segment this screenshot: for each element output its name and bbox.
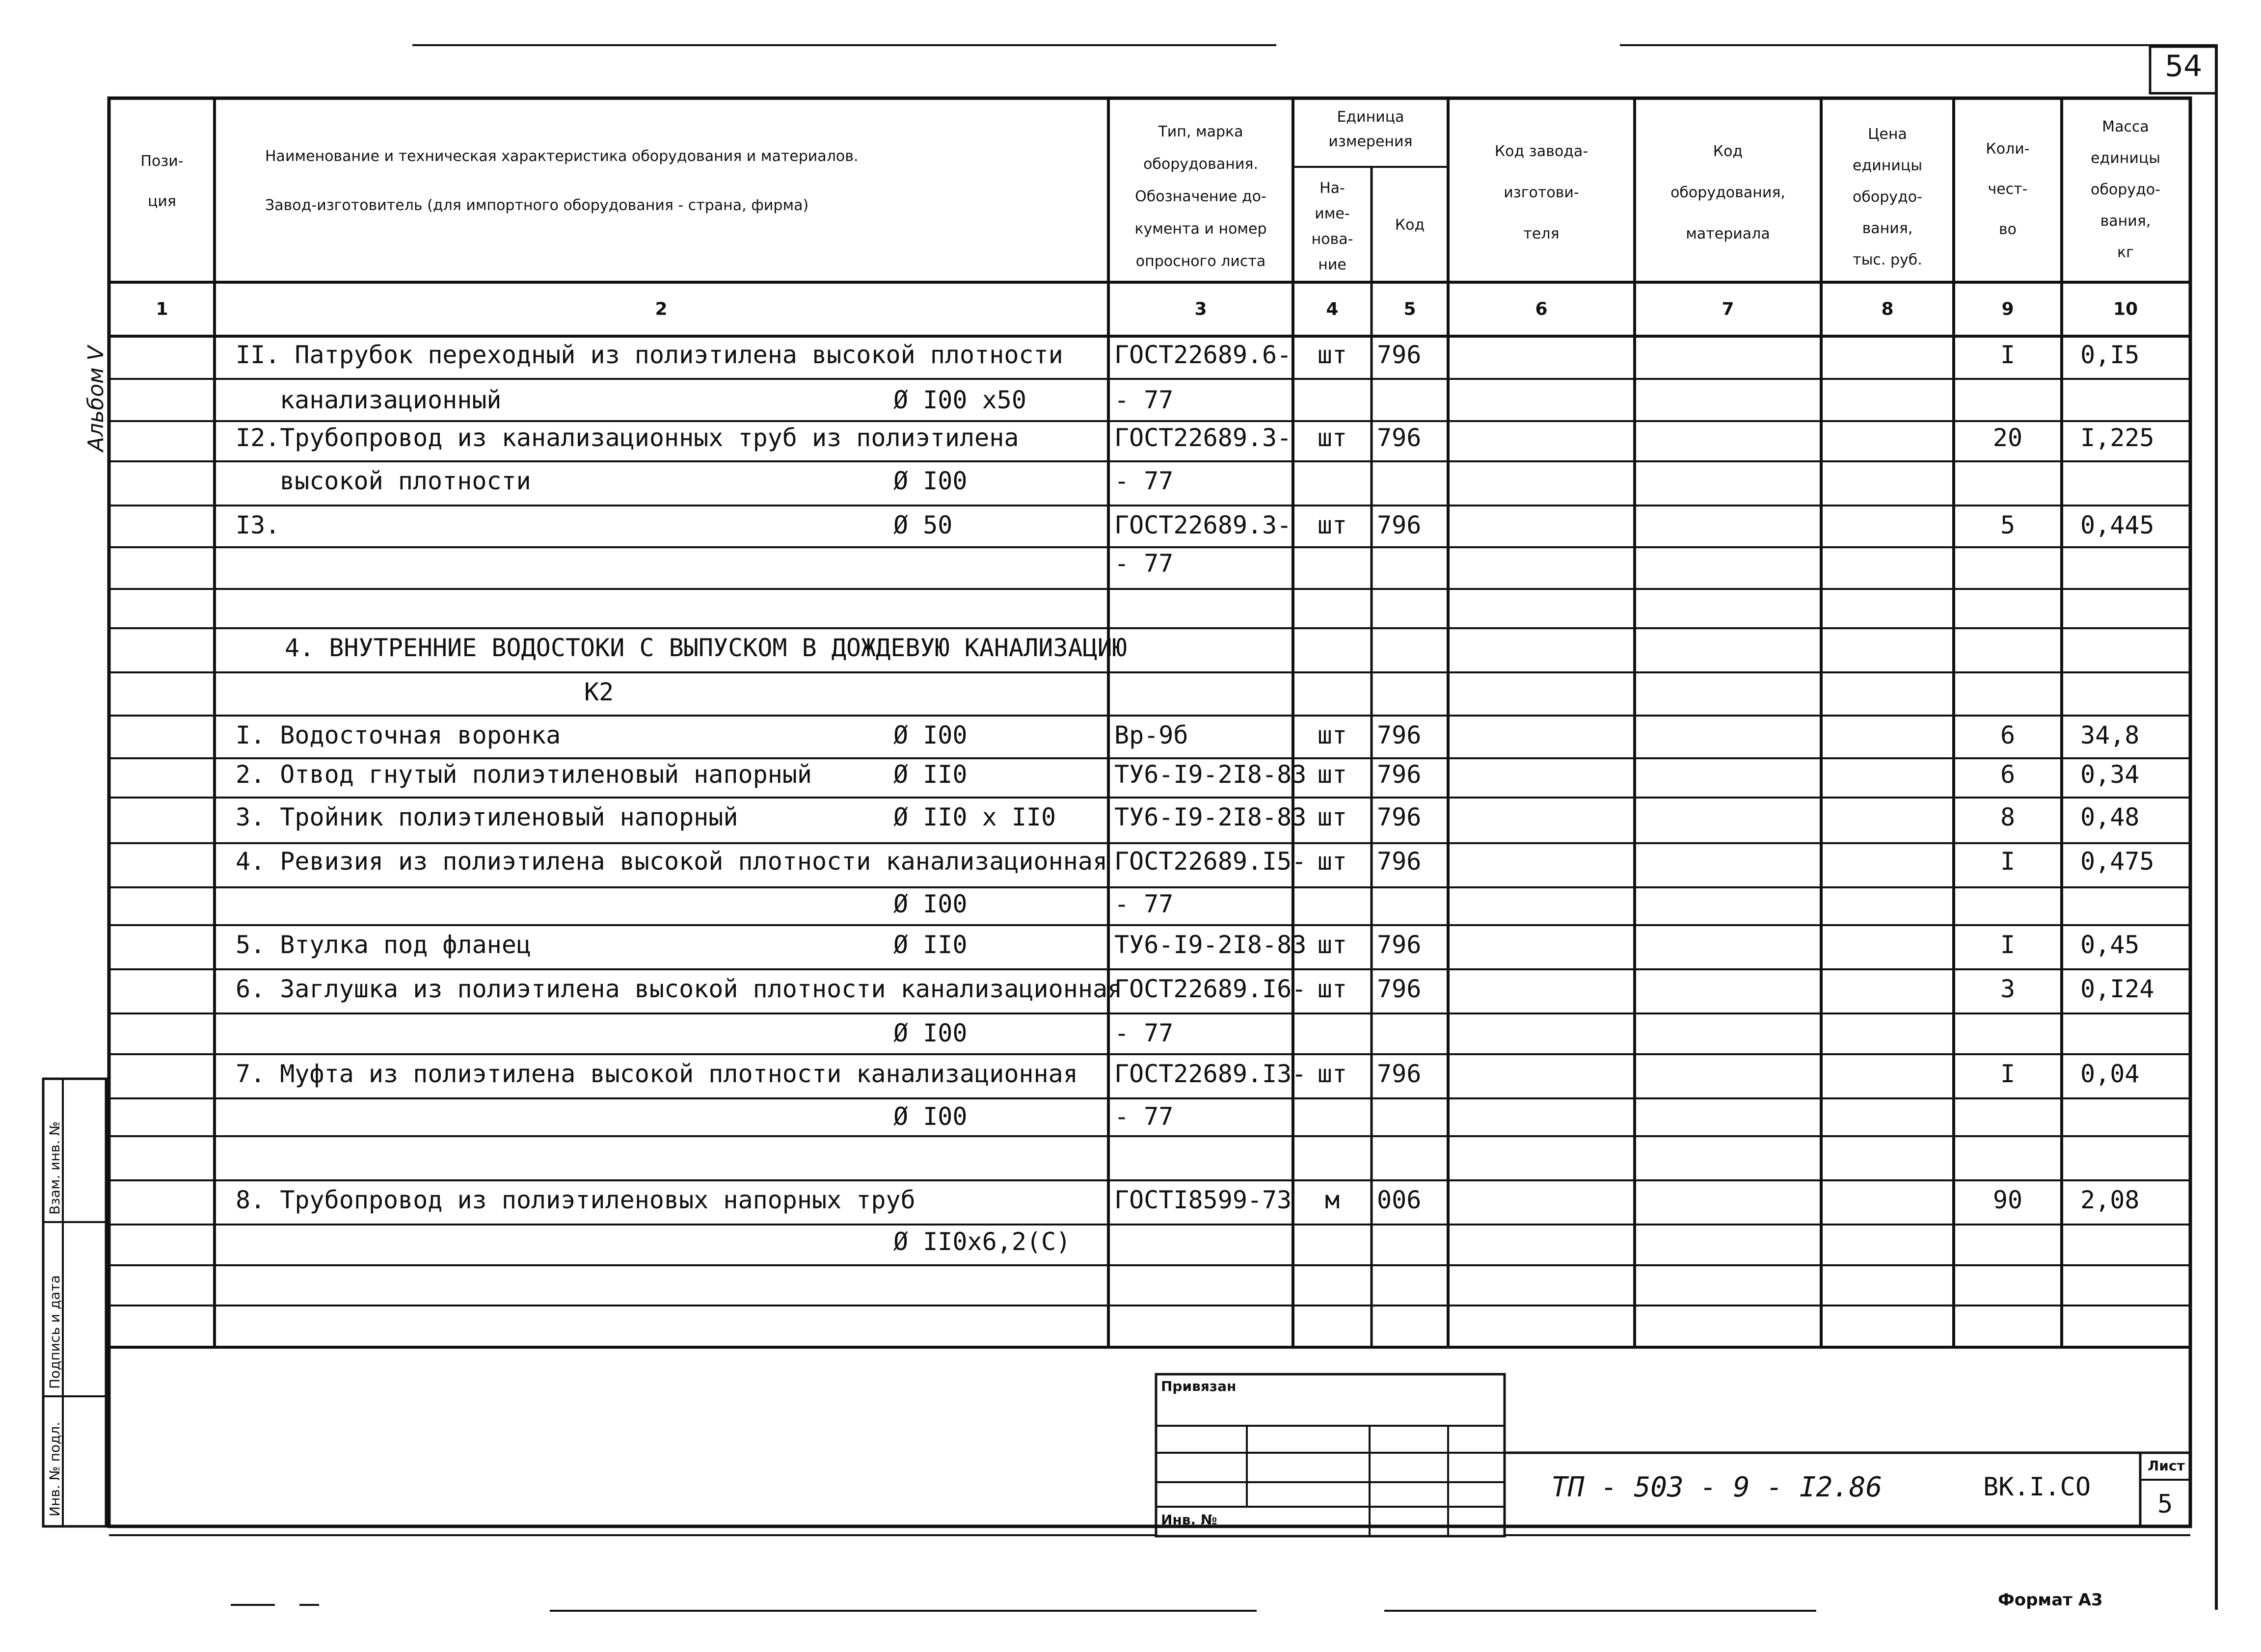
header-mass-line: Масса [2102,118,2149,135]
row-quantity: 90 [1992,1186,2023,1214]
row-quantity: 6 [2000,760,2016,789]
row-unit: шт [1317,511,1347,539]
row-name: канализационный [280,386,502,414]
row-type: ГОСТ22689.I6- [1114,975,1307,1003]
row-diameter: Ø II0 [893,760,968,789]
row-quantity: I [2000,1060,2016,1088]
row-mass: 0,45 [2080,931,2140,959]
header-type-line: опросного листа [1135,253,1266,270]
header-unit-name-line: нова- [1311,231,1353,248]
row-mass: 2,08 [2080,1186,2140,1214]
column-number-5: 5 [1403,299,1416,320]
row-diameter: Ø I00 [893,721,968,749]
row-diameter: Ø 50 [893,511,953,539]
header-name-line: Наименование и техническая характеристика оборудования и материалов. [265,148,859,165]
header-unit-name-line: ние [1318,256,1346,273]
row-unit: шт [1317,721,1347,749]
header-type-line: Тип, марка [1158,123,1243,140]
header-price-line: тыс. руб. [1853,251,1922,268]
row-name: I2.Трубопровод из канализационных труб из полиэтилена [236,424,1019,452]
header-unit-group-line: Единица [1337,108,1404,126]
row-type: ГОСТ22689.6- [1114,341,1292,369]
row-name: I. Водосточная воронка [236,721,561,749]
row-name: 3. Тройник полиэтиленовый напорный [236,803,738,831]
row-unit-code: 796 [1377,975,1422,1003]
row-unit-code: 796 [1377,424,1422,452]
header-factory-code-line: изготови- [1504,184,1579,201]
row-diameter: Ø II0x6,2(С) [893,1227,1071,1256]
row-type: ГОСТ22689.I3- [1114,1060,1307,1088]
row-mass: 0,I5 [2080,341,2140,369]
row-type: ГОСТ22689.I5- [1114,847,1307,876]
header-position-line: Пози- [140,153,184,170]
header-price-line: оборудо- [1853,188,1922,206]
row-unit: шт [1317,1060,1347,1088]
row-mass: I,225 [2080,424,2154,452]
row-diameter: Ø II0 [893,931,968,959]
column-number-1: 1 [156,299,168,320]
row-mass: 0,475 [2080,847,2154,876]
column-number-4: 4 [1326,299,1339,320]
row-diameter: Ø I00 [893,467,968,495]
header-mass-line: оборудо- [2091,181,2160,198]
row-name: К2 [584,678,614,706]
row-diameter: Ø I00 [893,890,968,918]
row-type: Вр-9б [1114,721,1188,749]
row-quantity: 20 [1992,424,2023,452]
document-code: ТП - 503 - 9 - I2.86 [1551,1471,1883,1503]
side-stamp-inv-label: Инв. № подл. [47,1421,63,1517]
header-position-line: ция [148,193,176,210]
row-name: 7. Муфта из полиэтилена высокой плотности канализационная [236,1060,1078,1088]
header-quantity-line: Коли- [1986,140,2030,158]
row-quantity: 5 [2000,511,2016,539]
row-unit: шт [1317,341,1347,369]
document-mark: ВК.I.СО [1983,1472,2091,1502]
header-quantity-line: во [1998,221,2017,238]
row-unit-code: 796 [1377,721,1422,749]
album-mark: Альбом V [83,346,108,452]
linked-label: Привязан [1161,1378,1237,1394]
header-type-line: кумента и номер [1134,220,1267,238]
row-name: I3. [236,511,280,539]
row-mass: 0,34 [2080,760,2140,789]
row-type: ТУ6-I9-2I8-83 [1114,803,1307,831]
row-type: - 77 [1114,1019,1174,1047]
row-unit: шт [1317,424,1347,452]
row-unit: шт [1317,847,1347,876]
header-mass-line: вания, [2100,213,2151,230]
sheet-label: Лист [2148,1458,2185,1474]
row-type: ТУ6-I9-2I8-83 [1114,760,1307,789]
header-type-line: оборудования. [1143,156,1258,173]
sheet-number: 5 [2157,1490,2173,1519]
row-type: ГОСТ22689.3- [1114,511,1292,539]
row-unit: шт [1317,803,1347,831]
row-diameter: Ø I00 [893,1102,968,1131]
row-mass: 0,I24 [2080,975,2154,1003]
row-name: 4. ВНУТРЕННИЕ ВОДОСТОКИ С ВЫПУСКОМ В ДОЖДЕВУЮ КАНАЛИЗАЦИЮ [285,634,1127,662]
row-mass: 0,445 [2080,511,2154,539]
row-unit-code: 796 [1377,847,1422,876]
row-unit-code: 796 [1377,803,1422,831]
row-unit: м [1324,1186,1340,1214]
row-quantity: I [2000,847,2016,876]
header-price-line: единицы [1853,157,1922,174]
row-quantity: 3 [2000,975,2016,1003]
row-type: ТУ6-I9-2I8-83 [1114,931,1307,959]
row-name: 2. Отвод гнутый полиэтиленовый напорный [236,760,812,789]
column-number-7: 7 [1722,299,1734,320]
header-unit-name-line: име- [1315,205,1350,222]
row-diameter: Ø I00 x50 [893,386,1026,414]
row-name: 8. Трубопровод из полиэтиленовых напорных труб [236,1186,915,1214]
header-mass-line: единицы [2091,150,2160,167]
header-price-line: вания, [1862,220,1913,237]
row-name: II. Патрубок переходный из полиэтилена высокой плотности [236,341,1063,369]
column-number-10: 10 [2113,299,2138,320]
row-unit-code: 796 [1377,760,1422,789]
row-type: - 77 [1114,467,1174,495]
column-number-8: 8 [1881,299,1894,320]
header-price-line: Цена [1868,126,1907,143]
header-unit-group-line: измерения [1328,133,1413,150]
row-unit-code: 796 [1377,931,1422,959]
column-number-3: 3 [1194,299,1207,320]
row-name: 6. Заглушка из полиэтилена высокой плотности канализационная [236,975,1123,1003]
side-stamp-sign-label: Подпись и дата [47,1275,63,1389]
header-equipment-code-line: материала [1686,225,1770,242]
header-type-line: Обозначение до- [1135,188,1266,205]
row-diameter: Ø II0 x II0 [893,803,1056,831]
row-unit: шт [1317,975,1347,1003]
row-quantity: 6 [2000,721,2016,749]
row-unit: шт [1317,931,1347,959]
side-stamp-replace-label: Взам. инв. № [47,1121,63,1215]
column-number-9: 9 [2001,299,2014,320]
format-label: Формат А3 [1998,1590,2103,1610]
header-name-line: Завод-изготовитель (для импортного оборудования - страна, фирма) [265,197,809,214]
row-unit-code: 796 [1377,1060,1422,1088]
row-quantity: 8 [2000,803,2016,831]
header-quantity-line: чест- [1988,181,2028,198]
row-type: - 77 [1114,1102,1174,1131]
row-type: - 77 [1114,549,1174,578]
row-diameter: Ø I00 [893,1019,968,1047]
row-type: ГОСТ22689.3- [1114,424,1292,452]
header-factory-code-line: Код завода- [1494,143,1588,160]
header-equipment-code-line: Код [1713,143,1743,160]
row-name: 4. Ревизия из полиэтилена высокой плотности канализационная [236,847,1108,876]
column-number-6: 6 [1535,299,1548,320]
row-name: высокой плотности [280,467,531,495]
row-quantity: I [2000,341,2016,369]
row-quantity: I [2000,931,2016,959]
row-mass: 0,04 [2080,1060,2140,1088]
row-type: - 77 [1114,890,1174,918]
page-corner-number: 54 [2165,49,2203,83]
row-mass: 0,48 [2080,803,2140,831]
column-number-2: 2 [655,299,668,320]
header-equipment-code-line: оборудования, [1670,184,1785,201]
header-factory-code-line: теля [1523,225,1560,242]
row-unit-code: 796 [1377,341,1422,369]
row-unit-code: 796 [1377,511,1422,539]
row-type: - 77 [1114,386,1174,414]
header-unit-code-line: Код [1395,216,1425,234]
header-mass-line: кг [2117,244,2134,261]
row-type: ГОСТI8599-73 [1114,1186,1292,1214]
row-mass: 34,8 [2080,721,2140,749]
inv-label: Инв. № [1161,1512,1217,1528]
row-unit: шт [1317,760,1347,789]
row-unit-code: 006 [1377,1186,1422,1214]
header-unit-name-line: На- [1319,180,1345,197]
row-name: 5. Втулка под фланец [236,931,532,959]
